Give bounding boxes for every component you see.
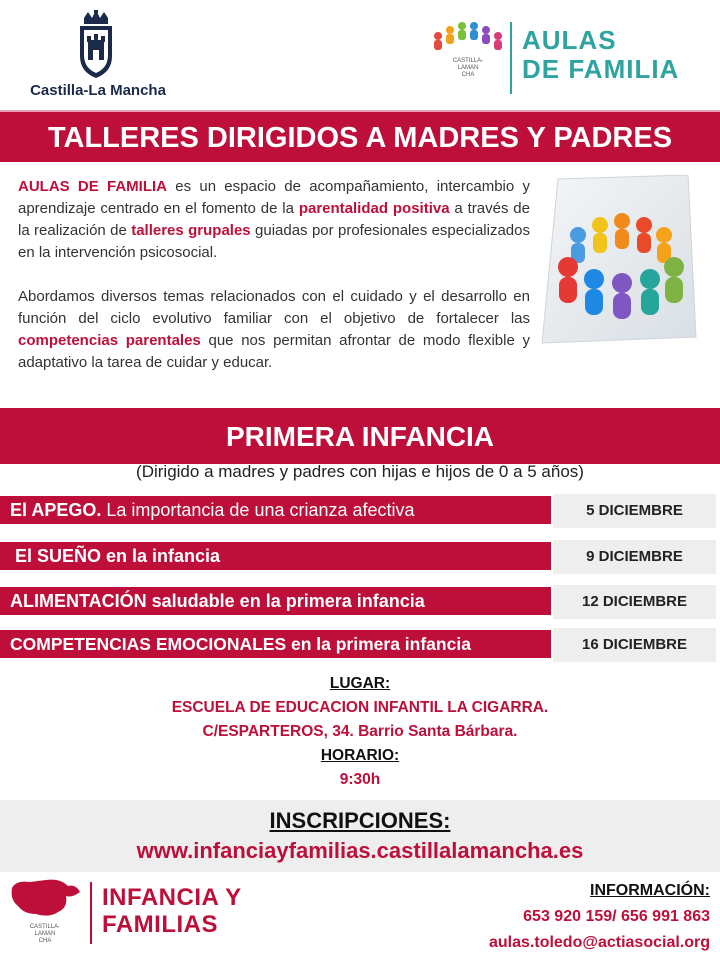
- workshop-date: 5 DICIEMBRE: [553, 494, 716, 528]
- workshop-title-bold: El APEGO.: [10, 500, 102, 520]
- contact-email-link[interactable]: aulas.toledo@actiasocial.org: [489, 934, 710, 951]
- location-label: LUGAR:: [329, 675, 391, 692]
- region-map-icon: [6, 878, 84, 950]
- aulas-title-line2: DE FAMILIA: [522, 54, 680, 84]
- location-line-2: C/ESPARTEROS, 34. Barrio Santa Bárbara.: [202, 723, 518, 740]
- workshop-title: [0, 587, 551, 615]
- body-text: es un espacio de acompañamiento, intercambio y aprendizaje centrado en el fomento de la: [18, 178, 530, 217]
- workshop-date: 16 DICIEMBRE: [553, 628, 716, 662]
- footer-logo-title: [102, 884, 242, 938]
- body-text: guiadas por profesionales especializados en la intervención psicosocial.: [18, 222, 530, 261]
- paper-people-illustration: [538, 175, 698, 345]
- section-subtitle: (Dirigido a madres y padres con hijas e hijos de 0 a 5 años): [136, 462, 584, 481]
- highlighted-text: competencias parentales: [18, 332, 201, 349]
- workshop-title: [0, 542, 551, 570]
- workshop-title: [0, 496, 551, 524]
- body-text: Abordamos diversos temas relacionados con el cuidado y el desarrollo en función del ciclo evolutivo familiar con el objetivo de fortalecer las: [18, 288, 530, 327]
- aulas-logo-divider: [510, 22, 512, 94]
- highlighted-text: talleres grupales: [131, 222, 251, 239]
- workshop-row: [0, 628, 720, 662]
- phone-numbers[interactable]: 653 920 159/ 656 991 863: [523, 908, 710, 925]
- info-label: INFORMACIÓN:: [590, 882, 710, 899]
- workshop-title-bold: COMPETENCIAS EMOCIONALES en la primera infancia: [10, 634, 471, 654]
- clm-crest-icon: [74, 10, 118, 80]
- highlighted-text: parentalidad positiva: [298, 200, 450, 217]
- footer-logo-line1: INFANCIA Y: [102, 884, 242, 911]
- footer-logo-divider: [90, 882, 92, 944]
- svg-text:LAMAN: LAMAN: [34, 931, 56, 937]
- aulas-small-region-text: CASTILLA- LAMAN CHA: [452, 58, 484, 78]
- highlighted-text: AULAS DE FAMILIA: [18, 178, 168, 195]
- footer-logo-line2: FAMILIAS: [102, 911, 218, 938]
- workshop-row: [0, 494, 720, 528]
- workshop-title-bold: ALIMENTACIÓN saludable en la primera infancia: [10, 591, 425, 611]
- svg-text:CHA: CHA: [38, 938, 52, 944]
- workshop-title: [0, 630, 551, 658]
- aulas-logo-title: [522, 26, 679, 84]
- location-block: [0, 672, 720, 792]
- infancia-y-familias-logo: [6, 878, 256, 958]
- svg-text:CASTILLA-: CASTILLA-: [29, 924, 61, 930]
- workshop-title-rest: La importancia de una crianza afectiva: [101, 500, 415, 520]
- location-line-1: ESCUELA DE EDUCACION INFANTIL LA CIGARRA.: [171, 699, 549, 716]
- body-text: que nos permitan afrontar de modo flexible y adaptativo la tarea de cuidar y educar.: [18, 332, 530, 371]
- contact-info: [430, 878, 710, 956]
- registration-url-link[interactable]: www.infanciayfamilias.castillalamancha.es: [136, 838, 584, 863]
- intro-text: [18, 176, 530, 396]
- workshop-row: [0, 585, 720, 619]
- page-title: TALLERES DIRIGIDOS A MADRES Y PADRES: [0, 110, 720, 162]
- castilla-la-mancha-logo: [28, 10, 168, 100]
- intro-paragraph-2: [18, 286, 530, 374]
- workshop-date: 12 DICIEMBRE: [553, 585, 716, 619]
- section-title: PRIMERA INFANCIA: [0, 408, 720, 464]
- aulas-de-familia-logo: [430, 18, 690, 98]
- registration-label: INSCRIPCIONES:: [269, 808, 451, 833]
- intro-paragraph-1: [18, 176, 530, 264]
- schedule-time: 9:30h: [339, 771, 381, 788]
- clm-logo-text: Castilla-La Mancha: [30, 82, 166, 99]
- workshop-date: 9 DICIEMBRE: [553, 540, 716, 574]
- aulas-title-line1: AULAS: [522, 25, 617, 55]
- header: [0, 0, 720, 105]
- schedule-label: HORARIO:: [320, 747, 400, 764]
- body-text: a través de la realización de: [18, 200, 530, 239]
- people-circle-icon: [430, 18, 506, 58]
- registration-band: [0, 800, 720, 872]
- workshop-title-bold: El SUEÑO en la infancia: [10, 546, 221, 566]
- workshop-row: [0, 540, 720, 574]
